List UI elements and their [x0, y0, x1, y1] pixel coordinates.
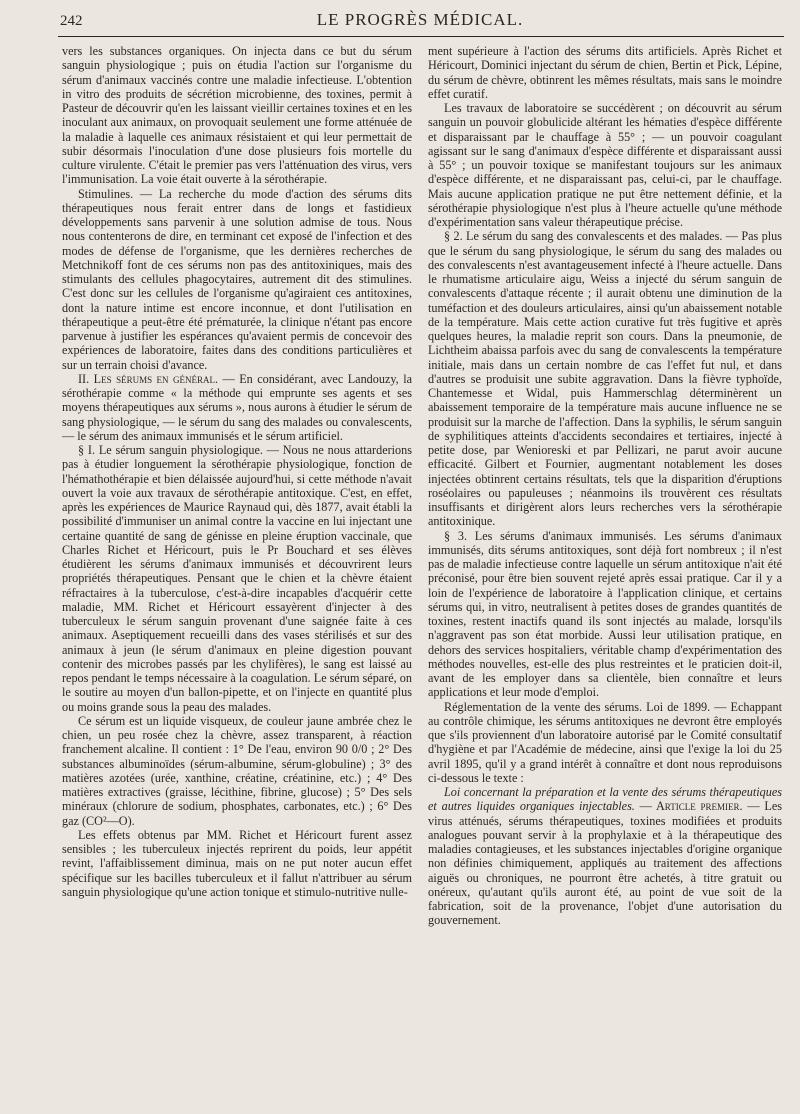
paragraph: § 3. Les sérums d'animaux immunisés. Les sérums d'animaux immunisés, dits sérums antitoxiques, sont déjà fort nombreux ; il n'est pas de maladie infectieuse contre laquelle un sérum antitoxique n'ait été préconisé, pour être bien souvent rejeté après essai pratique. Car il y a loin de l'expérience de laboratoire à l'application clinique, et certains sérums qui, in vitro, neutralisent à petites doses de grandes quantités de toxines, restent inactifs quand ils sont injectés au malade, lorsqu'ils n'aggravent pas son état morbide. Aussi leur utilisation pratique, en dehors des services hospitaliers, véritable champ d'expérimentation des méthodes nouvelles, est-elle des plus restreintes et le praticien doit-il, avant de les employer dans sa clientèle, bien connaître et leurs applications et leur mode d'emploi. [428, 528, 782, 700]
article-heading: — Article premier. [639, 799, 743, 814]
header-rule [58, 36, 784, 37]
article-text: — Les virus atténués, sérums thérapeutiques, toxines modifiées et produits analogues pouvant servir à la prophylaxie et à la thérapeutique des maladies contagieuses, et les substances injectables d'origine organique non définies chimiquement, appliqués au traitement des affections aiguës ou chroniques, ne pourront être achetés, à titre gratuit ou onéreux, qu'autant qu'ils auront été, au point de vue soit de la fabrication, soit de la provenance, l'objet d'une autorisation du gouvernement. [428, 799, 782, 928]
section-heading: II. Les sérums en général. [78, 371, 219, 386]
section-text: — En considérant, avec Landouzy, la sérothérapie comme « la méthode qui emprunte ses agents et ses moyens thérapeutiques aux sérums », nous aurons à étudier le sérum de sang physiologique, — le sérum du sang des malades ou convalescents, — le sérum des animaux immunisés et le sérum artificiel. [62, 371, 412, 443]
paragraph: § 2. Le sérum du sang des convalescents et des malades. — Pas plus que le sérum du sang physiologique, le sérum du sang des malades ou des convalescents n'est avantageusement infecté à l'heure actuelle. Dans le rhumatisme articulaire aigu, Weiss a injecté du sérum sanguin de convalescents d'attaque récente ; il aurait obtenu une diminution de la tuméfaction et des douleurs articulaires, ainsi qu'un abaissement notable de la température. Mais cette action curative fut très fugitive et après quelques heures, la maladie reprit son cours. Dans la pneumonie, de Lichtheim abaissa parfois avec du sang de convalescents la température initiale, mais dans un certain nombre de cas l'effet fut nul, et dans d'autres se produisit une subite aggravation. Dans la fièvre typhoïde, Chantemesse et Widal, puis Hammerschlag déterminèrent un abaissement temporaire de la température mais aucune influence ne se produisit sur la marche de l'affection. Dans la syphilis, le sérum sanguin de syphilitiques atteints d'accidents secondaires et tertiaires, injecté à petite dose, par Wenioreski et par Pellizari, ne parut avoir aucune efficacité. Gilbert et Fournier, augmentant notablement les doses injectées obtinrent certains résultats, tels que la disparition d'éruptions roséolaires ou papuleuses ; néanmoins ils trouvèrent ces résultats insuffisants et dirigèrent alors leurs recherches vers la sérothérapie antitoxinique. [428, 229, 782, 529]
left-column [62, 44, 412, 1106]
law-title [428, 785, 782, 928]
page-number: 242 [60, 13, 83, 29]
right-column [428, 44, 782, 1106]
paragraph: ment supérieure à l'action des sérums dits artificiels. Après Richet et Héricourt, Dominici injectant du sérum de chien, Bertin et Pick, Lépine, du sérum de chèvre, obtinrent les mêmes résultats, mais sans le moindre effet curatif. [428, 44, 782, 101]
journal-title: LE PROGRÈS MÉDICAL. [316, 10, 524, 29]
paragraph: Les effets obtenus par MM. Richet et Héricourt furent assez sensibles ; les tuberculeux injectés reprirent du poids, leur appétit revint, l'affaiblissement diminua, mais on ne put noter aucun effet spécifique sur les bacilles tuberculeux et il fallut n'attribuer au sérum sanguin physiologique qu'une action tonique et stimulo-nutritive nulle- [62, 827, 412, 899]
paragraph: § I. Le sérum sanguin physiologique. — Nous ne nous attarderions pas à étudier longuement la sérothérapie physiologique, fonction de l'hémathothérapie et bien délaissée aujourd'hui, si cette méthode n'avait ouvert la voie aux travaux de sérothérapie antitoxique. C'est, en effet, après les expériences de Maurice Raynaud qui, dès 1877, avait établi la possibilité d'immuniser un animal contre la vaccine en lui injectant une certaine quantité de sang de génisse en pleine éruption vaccinale, que Charles Richet et Héricourt, puis le Pr Bouchard et ses élèves étudièrent les sérums d'animaux immunisés et découvrirent leurs propriétés thérapeutiques. Pensant que le chien et la chèvre étaient réfractaires à la tuberculose, c'est-à-dire incapables d'acquérir cette maladie, MM. Richet et Héricourt essayèrent d'injecter à des tuberculeux le sérum sanguin provenant d'une saignée faite à ces animaux. Aseptiquement recueilli dans des vases stérilisés et sur des animaux à jeun (le sérum d'animaux en pleine digestion pouvant contenir des microbes passés par les chylifères), le sang est laissé au repos pendant le temps nécessaire à la coagulation. Le sérum séparé, on le soutire au moyen d'un ballon-pipette, et on l'injecte en quantité plus ou moins grande sous la peau des malades. [62, 443, 412, 714]
paragraph: Les travaux de laboratoire se succédèrent ; on découvrit au sérum sanguin un pouvoir globulicide altérant les hématies d'espèce différente et disparaissant par le chauffage à 55° ; — un pouvoir coagulant agissant sur le sang d'animaux d'espèce différente et disparaissant aussi à 55° ; un pouvoir toxique se manifestant toujours sur les animaux d'espèce différente, et ne disparaissant pas, celui-ci, par le chauffage. Mais aucune application pratique ne put être nettement définie, et la sérothérapie physiologique n'est plus à l'heure actuelle qu'une méthode d'expérimentation sans valeur thérapeutique précise. [428, 101, 782, 229]
paragraph: Réglementation de la vente des sérums. Loi de 1899. — Echappant au contrôle chimique, les sérums antitoxiques ne devront être employés que s'ils proviennent d'un laboratoire autorisé par le Comité consultatif d'hygiène et par l'Académie de médecine, ainsi que l'exige la loi du 25 avril 1895, qu'il y a grand intérêt à connaître et dont nous reproduisons ci-dessous le texte : [428, 699, 782, 785]
paragraph: Ce sérum est un liquide visqueux, de couleur jaune ambrée chez le chien, un peu rosée chez la chèvre, assez transparent, à réaction franchement alcaline. Il contient : 1° De l'eau, environ 90 0/0 ; 2° Des substances albuminoïdes (sérum-albumine, sérum-globuline) ; 3° des matières azotées (urée, xanthine, créatine, créatinine, etc.) ; 4° Des matières extractives (graisse, lécithine, fibrine, glucose) ; 5° Des sels minéraux (chlorure de sodium, phosphates, carbonates, etc.) ; 6° Des gaz (CO²—O). [62, 713, 412, 828]
law-title-text: Loi concernant la préparation et la vente des sérums thérapeutiques et autres liquides organiques injectables. [428, 785, 782, 814]
paragraph: Stimulines. — La recherche du mode d'action des sérums dits thérapeutiques nous ferait entrer dans de longs et fastidieux développements sans parvenir à une solution admise de tous. Nous nous contenterons de dire, en terminant cet exposé de l'infection et des modes de défense de l'organisme, que les dernières recherches de Metchnikoff font de ces sérums non pas des antitoxiniques, mais des stimulants des cellules phagocytaires, autrement dit des stimulines. C'est donc sur les cellules de l'organisme qu'agiraient ces antitoxines, dont la nature intime est encore inconnue, et dont l'utilisation en thérapeutique a peut-être été prématurée, la clinique n'étant pas encore parvenue à justifier les espérances qu'avaient permis de concevoir des expériences de laboratoire, faites dans des conditions particulières et sur un terrain choisi d'avance. [62, 186, 412, 372]
paragraph: vers les substances organiques. On injecta dans ce but du sérum sanguin physiologique ; puis on étudia l'action sur l'organisme du sérum d'animaux vaccinés contre une maladie infectieuse. L'obtention in vitro des produits de sécrétion microbienne, des toxines, permit à Pasteur de découvrir qu'en les laissant vieillir certaines toxines et en les inoculant aux animaux, on provoquait seulement une forme atténuée de la maladie à laquelle ces animaux résistaient et qui leur permettait de subir désormais l'inoculation d'une dose plusieurs fois mortelle du culture virulente. C'était le premier pas vers l'atténuation des virus, vers l'immunisation. La voie était ouverte à la sérothérapie. [62, 44, 412, 187]
section-paragraph [62, 372, 412, 443]
page-header [60, 10, 780, 32]
